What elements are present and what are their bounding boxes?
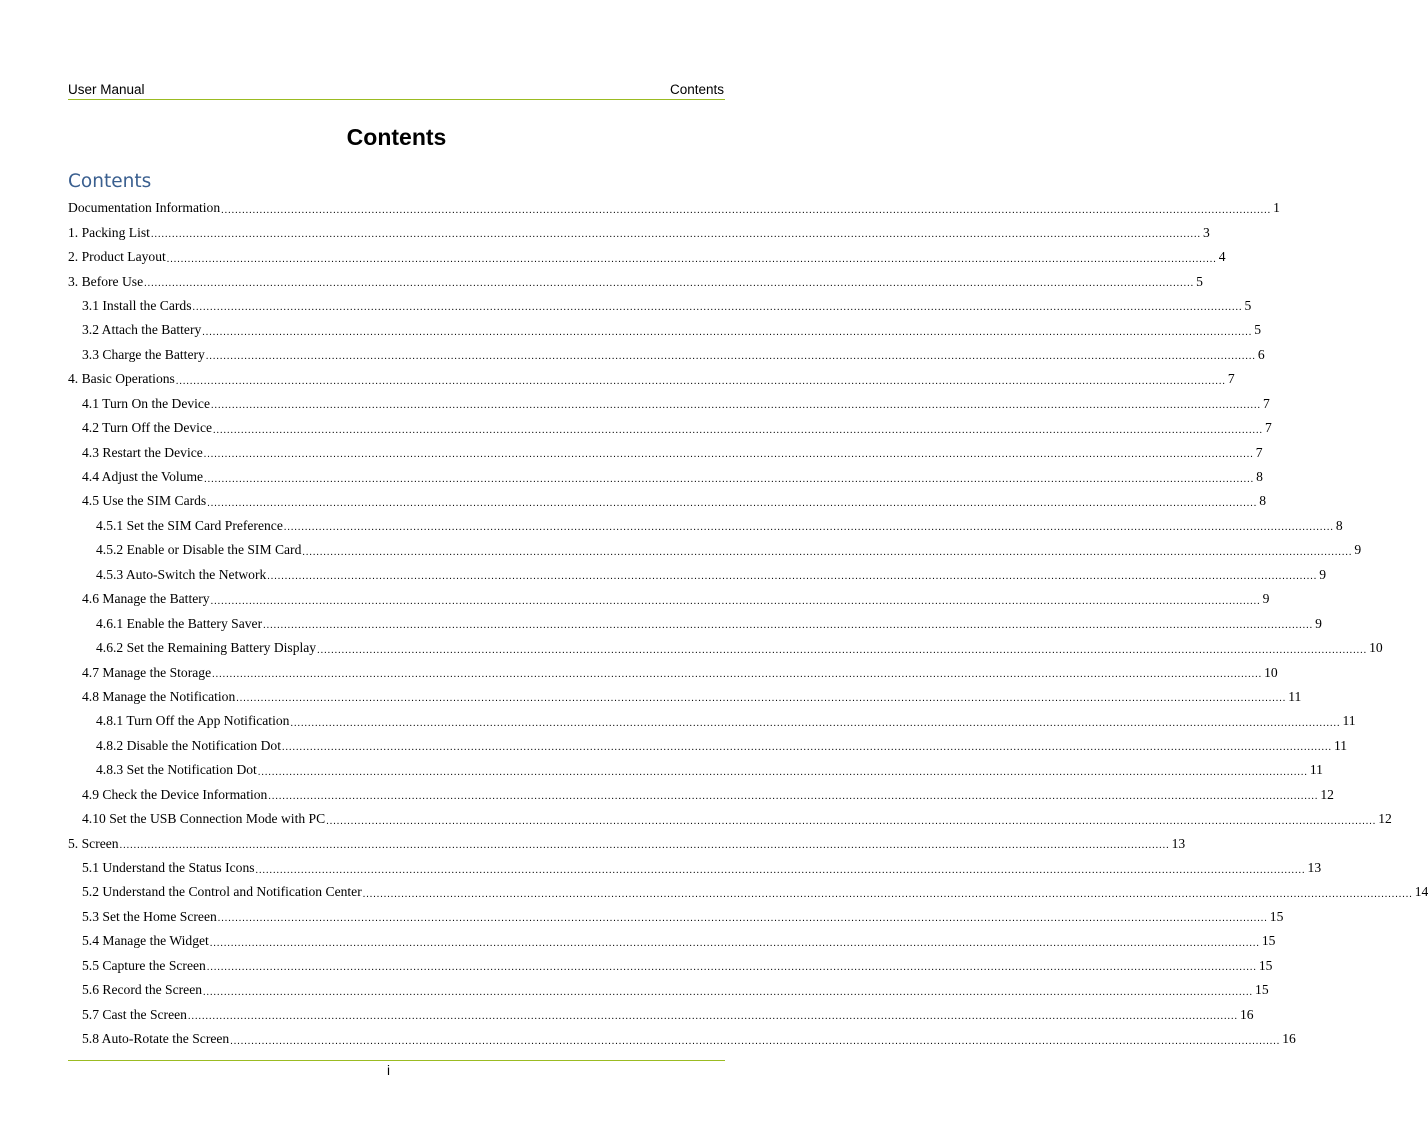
toc-entry-title: 4. Basic Operations bbox=[68, 371, 175, 387]
toc-entry-page: 15 bbox=[1269, 908, 1284, 924]
toc-entry-page: 15 bbox=[1261, 933, 1276, 949]
toc-entry[interactable] bbox=[68, 783, 1334, 807]
toc-entry-title: 4.6.1 Enable the Battery Saver bbox=[96, 615, 263, 631]
toc-entry-page: 10 bbox=[1369, 640, 1383, 656]
toc-dot-leader: ............................................................................................................................................................................................................................................................................................................ bbox=[150, 229, 1201, 241]
toc-entry-page: 11 bbox=[1342, 713, 1356, 729]
toc-entry-page: 15 bbox=[1258, 957, 1273, 973]
toc-dot-leader: ............................................................................................................................................................................................................................................................................................................ bbox=[212, 669, 1263, 681]
toc-entry-page: 3 bbox=[1202, 224, 1210, 240]
toc-dot-leader: ............................................................................................................................................................................................................................................................................................................ bbox=[257, 766, 1308, 778]
toc-dot-leader: ............................................................................................................................................................................................................................................................................................................ bbox=[206, 962, 1257, 974]
toc-entry-page: 9 bbox=[1315, 615, 1322, 631]
toc-entry[interactable] bbox=[68, 611, 1322, 635]
toc-entry-title: 4.8 Manage the Notification bbox=[82, 688, 236, 704]
toc-entry[interactable] bbox=[68, 318, 1262, 342]
toc-dot-leader: ............................................................................................................................................................................................................................................................................................................ bbox=[317, 644, 1368, 656]
toc-entry-title: 4.3 Restart the Device bbox=[82, 444, 203, 460]
toc-dot-leader: ............................................................................................................................................................................................................................................................................................................ bbox=[326, 815, 1377, 827]
toc-entry[interactable] bbox=[68, 636, 1383, 660]
toc-entry-page: 4 bbox=[1218, 249, 1226, 265]
footer-rule bbox=[68, 1060, 725, 1061]
toc-entry-title: 5.4 Manage the Widget bbox=[82, 933, 209, 949]
header-section-name: Contents bbox=[669, 82, 724, 97]
toc-entry-page: 5 bbox=[1196, 273, 1203, 289]
toc-entry-page: 6 bbox=[1257, 346, 1265, 362]
toc-entry[interactable] bbox=[68, 489, 1267, 513]
toc-entry-title: 4.10 Set the USB Connection Mode with PC bbox=[82, 811, 326, 827]
toc-entry-page: 5 bbox=[1254, 322, 1262, 338]
toc-entry[interactable] bbox=[68, 880, 1428, 904]
toc-entry[interactable] bbox=[68, 709, 1356, 733]
toc-entry[interactable] bbox=[68, 294, 1252, 318]
toc-entry[interactable] bbox=[68, 954, 1273, 978]
page-title: Contents bbox=[346, 124, 447, 150]
toc-entry-title: 5.5 Capture the Screen bbox=[82, 957, 206, 973]
toc-entry-page: 11 bbox=[1288, 688, 1302, 704]
toc-entry[interactable] bbox=[68, 929, 1276, 953]
toc-dot-leader: ............................................................................................................................................................................................................................................................................................................ bbox=[230, 1035, 1281, 1047]
toc-entry-title: 4.6.2 Set the Remaining Battery Display bbox=[96, 640, 317, 656]
toc-entry[interactable] bbox=[68, 856, 1322, 880]
toc-entry[interactable] bbox=[68, 269, 1203, 293]
toc-entry-title: 3.1 Install the Cards bbox=[82, 297, 192, 313]
toc-entry-page: 12 bbox=[1378, 811, 1392, 827]
toc-entry-title: 4.5.3 Auto-Switch the Network bbox=[96, 566, 267, 582]
toc-heading: Contents bbox=[68, 171, 152, 192]
toc-entry-title: 5.1 Understand the Status Icons bbox=[82, 860, 255, 876]
toc-entry[interactable] bbox=[68, 563, 1327, 587]
toc-entry-page: 1 bbox=[1273, 200, 1280, 216]
toc-dot-leader: ............................................................................................................................................................................................................................................................................................................ bbox=[263, 620, 1314, 632]
table-of-contents bbox=[68, 196, 1428, 1051]
toc-entry-title: 4.5.1 Set the SIM Card Preference bbox=[96, 517, 283, 533]
toc-entry-page: 8 bbox=[1256, 469, 1263, 485]
toc-entry[interactable] bbox=[68, 978, 1269, 1002]
toc-entry-title: 1. Packing List bbox=[68, 224, 150, 240]
toc-entry-title: 5.6 Record the Screen bbox=[82, 982, 203, 998]
toc-entry-title: Documentation Information bbox=[68, 200, 221, 216]
toc-entry-title: 4.9 Check the Device Information bbox=[82, 786, 268, 802]
toc-entry[interactable] bbox=[68, 465, 1263, 489]
toc-entry-title: 4.8.3 Set the Notification Dot bbox=[96, 762, 257, 778]
toc-dot-leader: ............................................................................................................................................................................................................................................................................................................ bbox=[221, 204, 1272, 216]
toc-dot-leader: ............................................................................................................................................................................................................................................................................................................ bbox=[362, 888, 1413, 900]
toc-entry-title: 4.8.2 Disable the Notification Dot bbox=[96, 737, 281, 753]
toc-dot-leader: ............................................................................................................................................................................................................................................................................................................ bbox=[209, 937, 1260, 949]
toc-dot-leader: ............................................................................................................................................................................................................................................................................................................ bbox=[211, 400, 1261, 412]
toc-entry-page: 8 bbox=[1335, 517, 1343, 533]
toc-entry[interactable] bbox=[68, 245, 1226, 269]
toc-dot-leader: ............................................................................................................................................................................................................................................................................................................ bbox=[268, 791, 1319, 803]
toc-entry[interactable] bbox=[68, 196, 1280, 220]
toc-dot-leader: ............................................................................................................................................................................................................................................................................................................ bbox=[202, 326, 1253, 338]
toc-entry[interactable] bbox=[68, 416, 1272, 440]
toc-entry-page: 13 bbox=[1307, 860, 1322, 876]
toc-entry-page: 9 bbox=[1354, 542, 1362, 558]
toc-entry[interactable] bbox=[68, 220, 1210, 244]
toc-entry-title: 4.2 Turn Off the Device bbox=[82, 420, 213, 436]
toc-dot-leader: ............................................................................................................................................................................................................................................................................................................ bbox=[144, 278, 1195, 290]
toc-entry[interactable] bbox=[68, 392, 1270, 416]
toc-entry-page: 7 bbox=[1227, 371, 1235, 387]
toc-entry-page: 8 bbox=[1259, 493, 1267, 509]
toc-entry-title: 2. Product Layout bbox=[68, 249, 166, 265]
toc-entry-title: 5.2 Understand the Control and Notification Center bbox=[82, 884, 362, 900]
toc-dot-leader: ............................................................................................................................................................................................................................................................................................................ bbox=[282, 742, 1332, 754]
toc-entry-title: 3.3 Charge the Battery bbox=[82, 346, 205, 362]
header-rule bbox=[68, 99, 725, 100]
toc-entry[interactable] bbox=[68, 758, 1323, 782]
toc-entry-title: 5.8 Auto-Rotate the Screen bbox=[82, 1031, 230, 1047]
toc-entry-title: 4.5 Use the SIM Cards bbox=[82, 493, 207, 509]
toc-entry-title: 4.7 Manage the Storage bbox=[82, 664, 212, 680]
toc-entry[interactable] bbox=[68, 343, 1265, 367]
toc-entry-page: 13 bbox=[1171, 835, 1186, 851]
toc-entry[interactable] bbox=[68, 660, 1278, 684]
toc-dot-leader: ............................................................................................................................................................................................................................................................................................................ bbox=[192, 302, 1243, 314]
toc-entry-page: 9 bbox=[1319, 566, 1327, 582]
toc-dot-leader: ............................................................................................................................................................................................................................................................................................................ bbox=[204, 473, 1255, 485]
toc-entry-title: 4.6 Manage the Battery bbox=[82, 591, 210, 607]
toc-entry-page: 16 bbox=[1282, 1031, 1296, 1047]
toc-entry-page: 12 bbox=[1320, 786, 1334, 802]
toc-entry[interactable] bbox=[68, 685, 1302, 709]
toc-entry[interactable] bbox=[68, 905, 1284, 929]
toc-entry-page: 5 bbox=[1244, 297, 1252, 313]
toc-dot-leader: ............................................................................................................................................................................................................................................................................................................ bbox=[119, 840, 1170, 852]
toc-entry[interactable] bbox=[68, 807, 1392, 831]
toc-entry[interactable] bbox=[68, 1027, 1296, 1051]
toc-entry-title: 4.4 Adjust the Volume bbox=[82, 469, 204, 485]
toc-dot-leader: ............................................................................................................................................................................................................................................................................................................ bbox=[166, 253, 1217, 265]
toc-entry-title: 4.5.2 Enable or Disable the SIM Card bbox=[96, 542, 302, 558]
toc-entry[interactable] bbox=[68, 1002, 1254, 1026]
toc-dot-leader: ............................................................................................................................................................................................................................................................................................................ bbox=[267, 571, 1318, 583]
toc-entry-page: 10 bbox=[1264, 664, 1278, 680]
toc-entry-page: 15 bbox=[1255, 982, 1269, 998]
toc-entry-title: 5.3 Set the Home Screen bbox=[82, 908, 217, 924]
toc-dot-leader: ............................................................................................................................................................................................................................................................................................................ bbox=[210, 595, 1261, 607]
toc-entry-page: 11 bbox=[1309, 762, 1323, 778]
toc-dot-leader: ............................................................................................................................................................................................................................................................................................................ bbox=[187, 1011, 1238, 1023]
toc-dot-leader: ............................................................................................................................................................................................................................................................................................................ bbox=[217, 913, 1268, 925]
toc-entry-title: 5. Screen bbox=[68, 835, 119, 851]
toc-entry-page: 16 bbox=[1239, 1006, 1254, 1022]
toc-entry[interactable] bbox=[68, 367, 1235, 391]
toc-dot-leader: ............................................................................................................................................................................................................................................................................................................ bbox=[302, 546, 1353, 558]
page-number: i bbox=[387, 1063, 390, 1078]
toc-entry-page: 7 bbox=[1263, 395, 1270, 411]
toc-entry-page: 14 bbox=[1414, 884, 1428, 900]
toc-entry-title: 4.1 Turn On the Device bbox=[82, 395, 210, 411]
toc-entry-page: 11 bbox=[1334, 737, 1348, 753]
toc-entry[interactable] bbox=[68, 831, 1186, 855]
toc-dot-leader: ............................................................................................................................................................................................................................................................................................................ bbox=[255, 864, 1306, 876]
toc-dot-leader: ............................................................................................................................................................................................................................................................................................................ bbox=[236, 693, 1287, 705]
toc-entry[interactable] bbox=[68, 514, 1343, 538]
toc-entry[interactable] bbox=[68, 734, 1348, 758]
toc-entry-title: 3.2 Attach the Battery bbox=[82, 322, 202, 338]
toc-entry[interactable] bbox=[68, 538, 1362, 562]
toc-dot-leader: ............................................................................................................................................................................................................................................................................................................ bbox=[290, 717, 1341, 729]
toc-dot-leader: ............................................................................................................................................................................................................................................................................................................ bbox=[283, 522, 1334, 534]
toc-entry[interactable] bbox=[68, 587, 1270, 611]
toc-entry-title: 3. Before Use bbox=[68, 273, 144, 289]
toc-dot-leader: ............................................................................................................................................................................................................................................................................................................ bbox=[203, 986, 1254, 998]
header-document-name: User Manual bbox=[68, 82, 145, 97]
toc-entry[interactable] bbox=[68, 440, 1263, 464]
toc-entry-title: 4.8.1 Turn Off the App Notification bbox=[96, 713, 290, 729]
toc-entry-page: 7 bbox=[1265, 420, 1272, 436]
toc-dot-leader: ............................................................................................................................................................................................................................................................................................................ bbox=[213, 424, 1264, 436]
toc-dot-leader: ............................................................................................................................................................................................................................................................................................................ bbox=[205, 351, 1256, 363]
toc-entry-page: 9 bbox=[1262, 591, 1270, 607]
toc-dot-leader: ............................................................................................................................................................................................................................................................................................................ bbox=[207, 497, 1258, 509]
toc-entry-title: 5.7 Cast the Screen bbox=[82, 1006, 187, 1022]
toc-dot-leader: ............................................................................................................................................................................................................................................................................................................ bbox=[175, 375, 1226, 387]
toc-entry-page: 7 bbox=[1255, 444, 1263, 460]
toc-dot-leader: ............................................................................................................................................................................................................................................................................................................ bbox=[203, 449, 1254, 461]
